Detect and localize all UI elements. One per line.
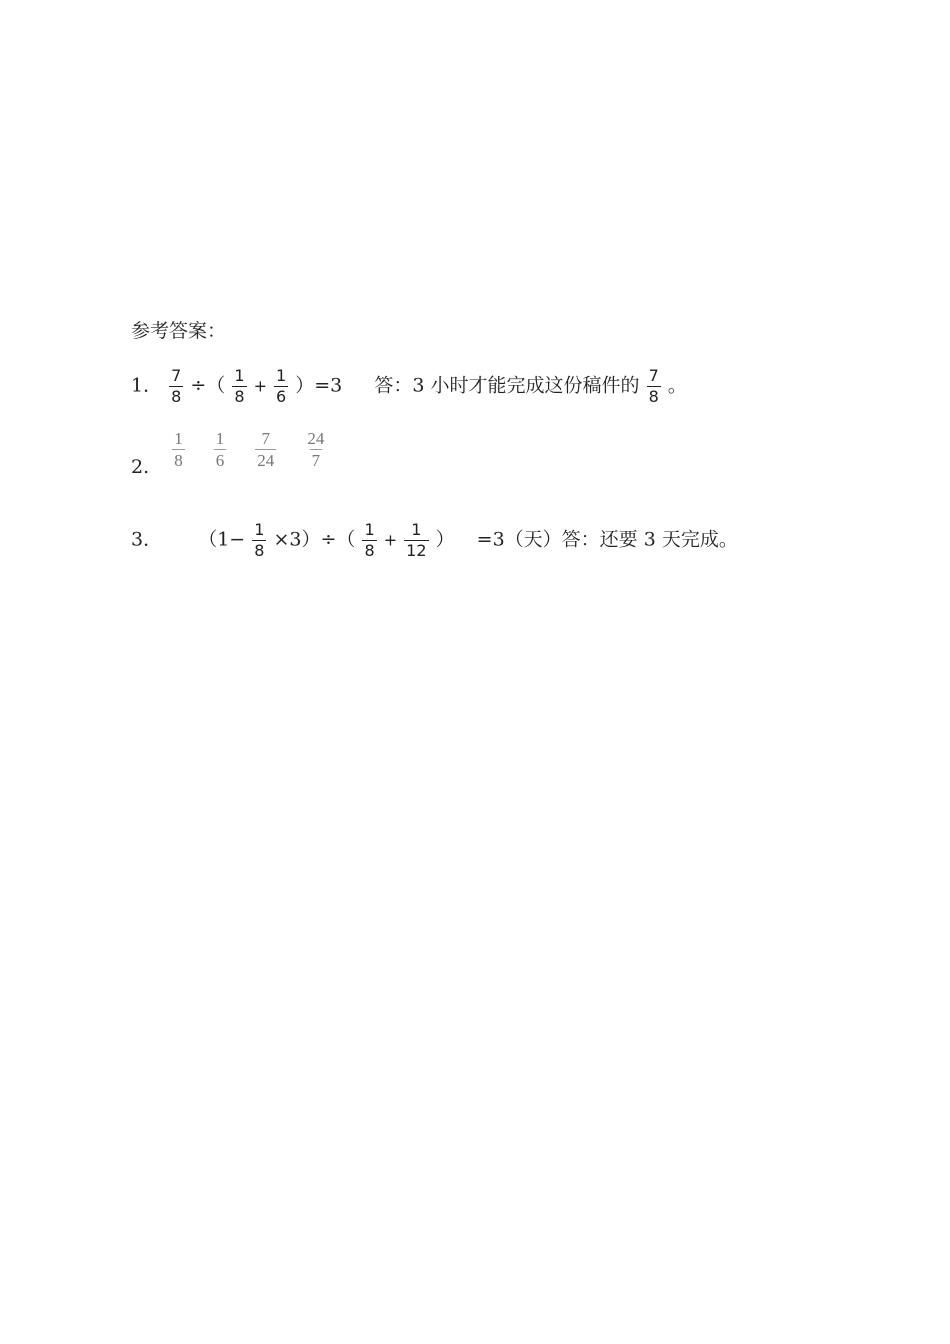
answer-2 <box>131 429 348 478</box>
fraction: $\frac{7}{8}$ <box>648 366 659 406</box>
answer-text: =3（天）答：还要 3 天完成。 <box>476 528 738 551</box>
operator: + <box>253 376 267 396</box>
fraction: $\frac{7}{8}$ <box>171 366 182 406</box>
fraction: $\frac{1}{8}$ <box>364 520 375 560</box>
answer-heading: 参考答案： <box>131 320 227 342</box>
question-number: 2. <box>131 455 150 478</box>
operator: ÷（ <box>190 374 226 397</box>
fraction: $\frac{1}{12}$ <box>406 520 427 560</box>
question-number: 1． <box>131 374 163 397</box>
fraction: $\frac{1}{8}$ <box>174 429 183 470</box>
operator: （1− <box>198 528 246 551</box>
fraction: $\frac{7}{24}$ <box>257 429 275 470</box>
answer-text: 答：3 小时才能完成这份稿件的 <box>374 374 640 397</box>
fraction: $\frac{1}{6}$ <box>215 429 225 470</box>
fraction: $\frac{1}{6}$ <box>276 366 287 406</box>
period: 。 <box>667 374 687 397</box>
operator: ） <box>435 528 455 551</box>
question-number: 3． <box>131 528 163 551</box>
operator: + <box>383 530 398 550</box>
operator: ×3）÷（ <box>273 528 356 551</box>
fraction: $\frac{1}{8}$ <box>234 366 245 406</box>
fraction: $\frac{1}{8}$ <box>254 520 265 560</box>
fraction: $\frac{24}{7}$ <box>307 429 325 470</box>
equation-result: ）=3 <box>295 374 343 397</box>
answer-1 <box>131 368 687 405</box>
answer-3 <box>131 522 738 559</box>
